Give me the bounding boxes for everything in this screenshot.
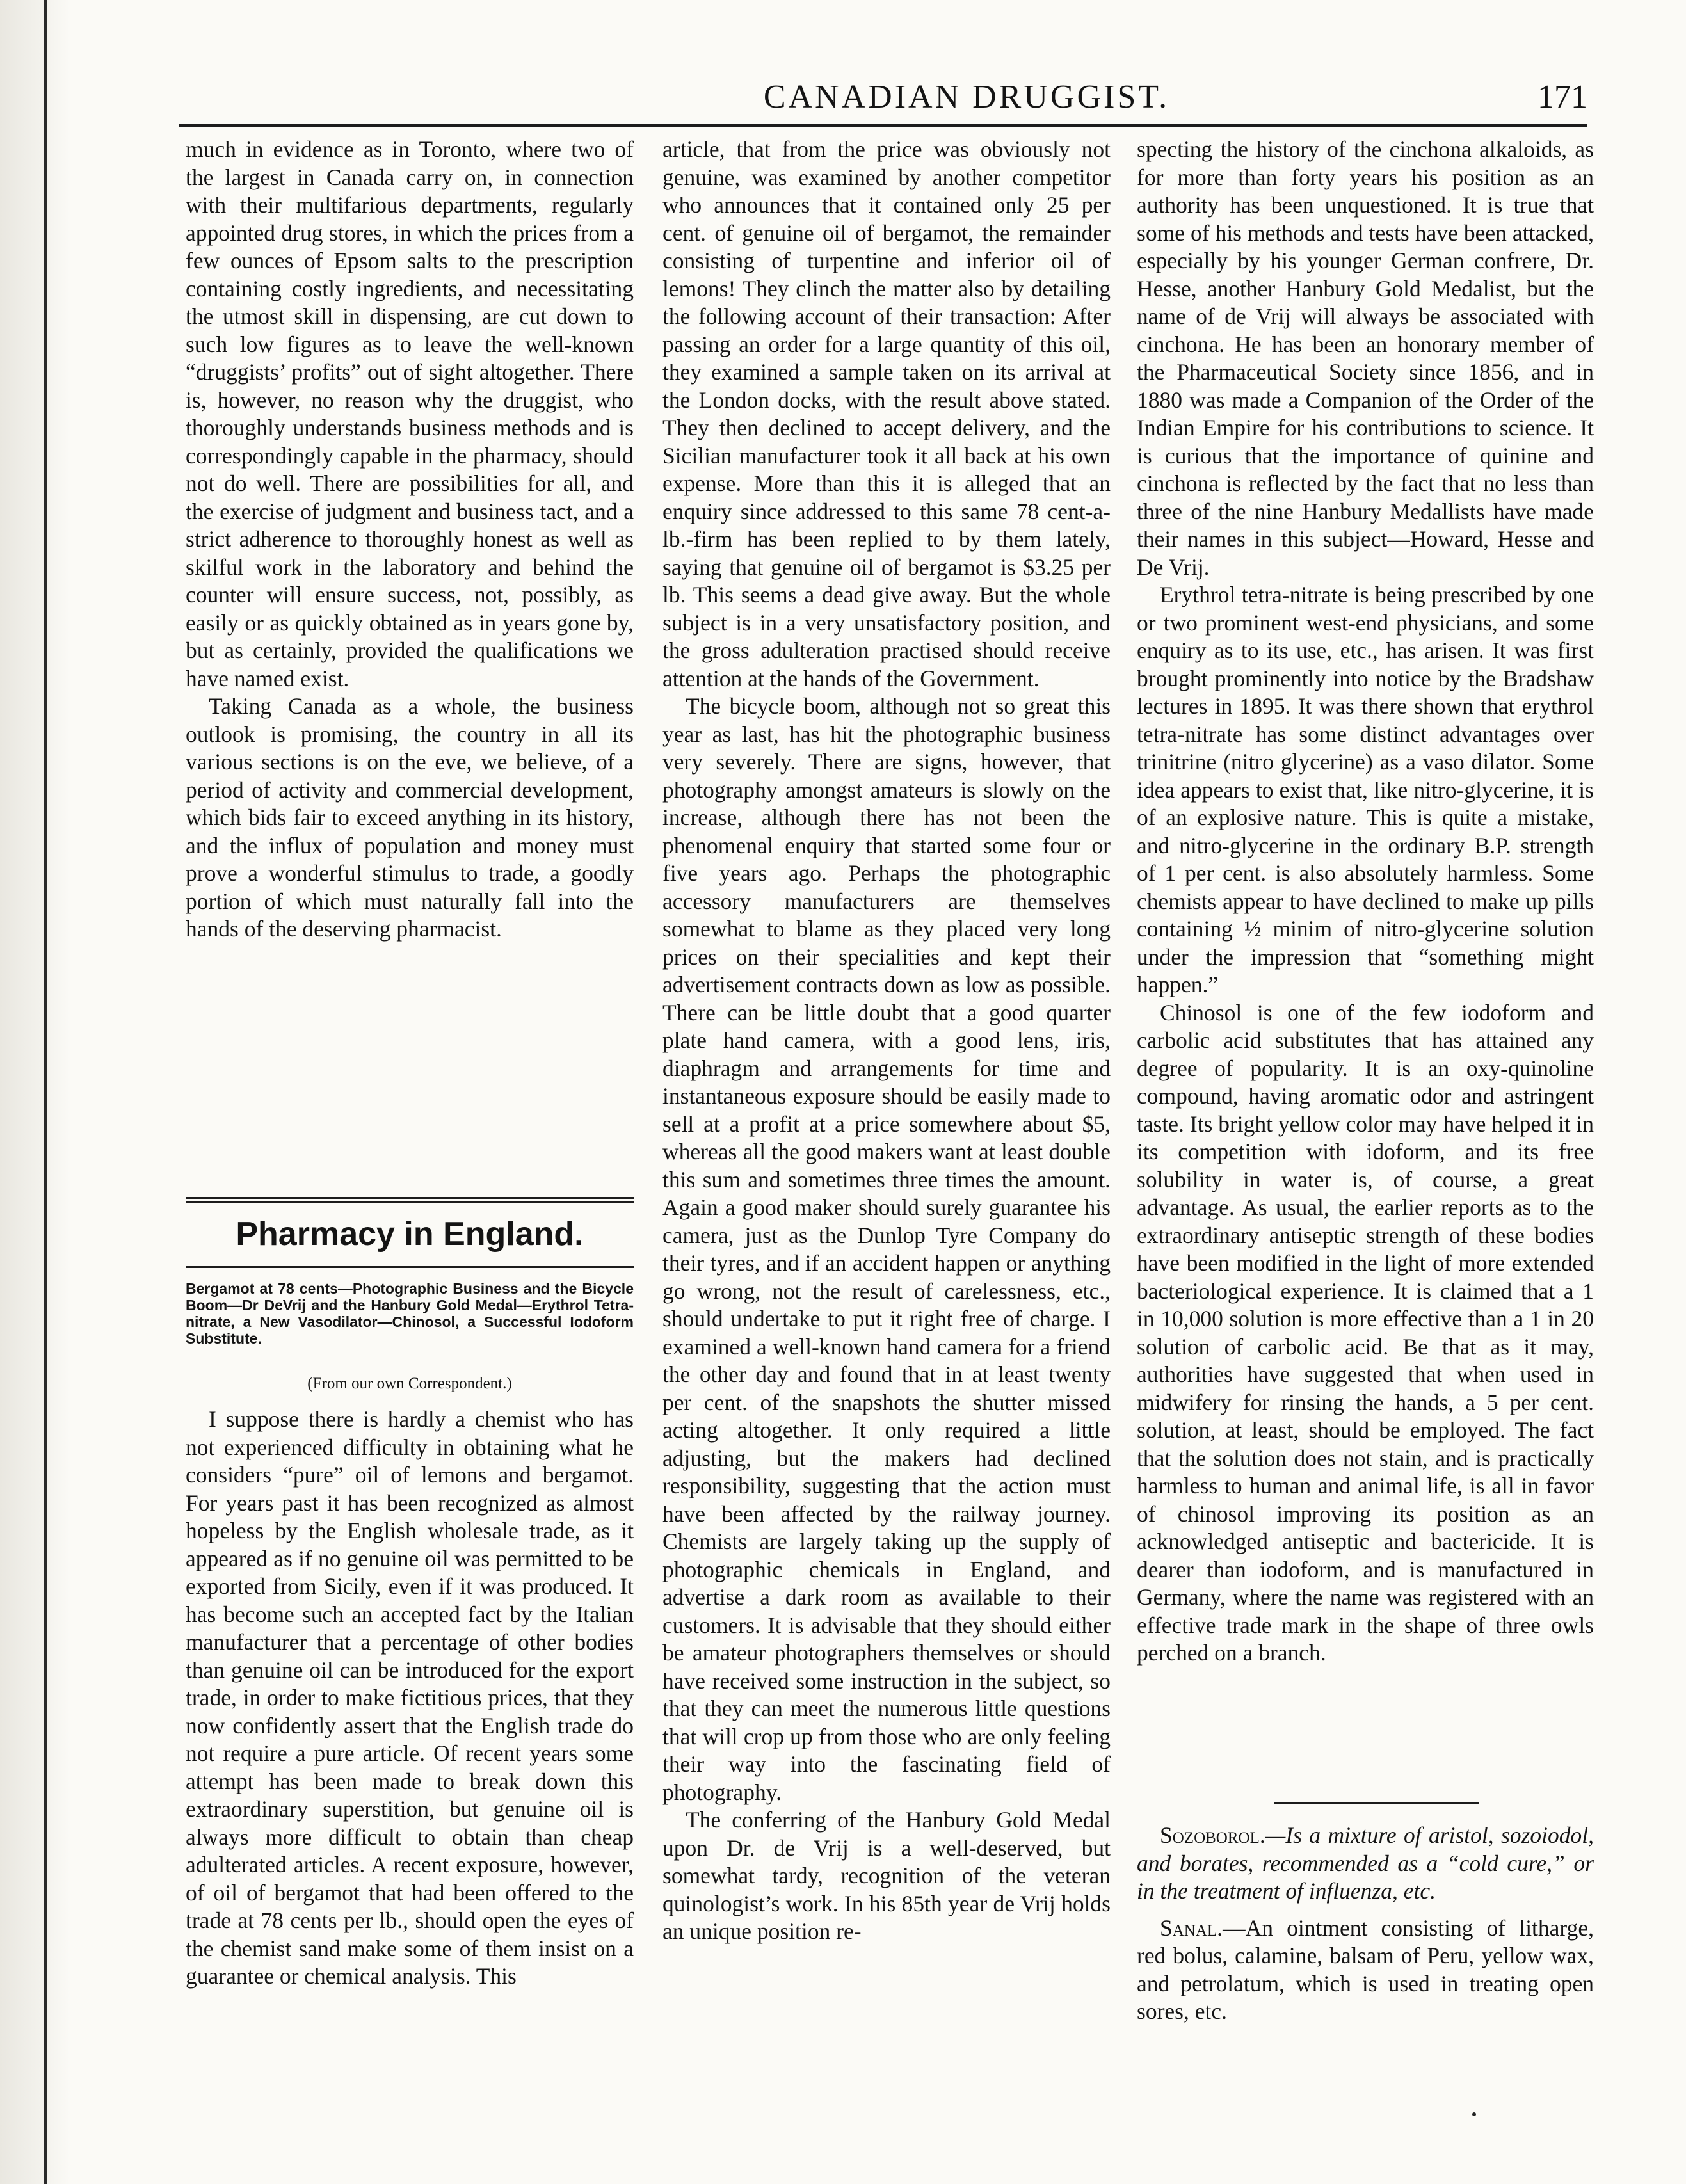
- binding-edge: [0, 0, 70, 2184]
- stray-mark: [1472, 2112, 1476, 2116]
- note-text: —An ointment consisting of litharge, red bolus, calamine, balsam of Peru, yellow wax, and petrolatum, which is used in treating open sores, etc.: [1137, 1915, 1594, 2024]
- note-text: —Is a mixture of aristol, sozoiodol, and borates, recommended as a “cold cure,” or in the treatment of influenza, etc.: [1137, 1822, 1594, 1904]
- note-term: Sanal.: [1160, 1915, 1223, 1941]
- section-rule-bottom: [186, 1266, 634, 1268]
- paragraph: specting the history of the cinchona alkaloids, as for more than forty years his position as an authority has been unquestioned. It is true that some of his methods and tests have been attacked, especially by his younger German confrere, Dr. Hesse, another Hanbury Gold Medalist, but the name of de Vrij will always be associated with cinchona. He has been an honorary member of the Pharmaceutical Society since 1856, and in 1880 was made a Companion of the Order of the Indian Empire for his contributions to science. It is curious that the importance of quinine and cinchona is reflected by the fact that no less than three of the nine Hanbury Medallists have made their names in this subject—Howard, Hesse and De Vrij.: [1137, 136, 1594, 580]
- section-rule-top-2: [186, 1201, 634, 1203]
- paragraph: Taking Canada as a whole, the business outlook is promising, the country in all its various sections is on the eve, we believe, of a period of activity and commercial development, which bids fair to exceed anything in its history, and the influx of population and money must prove a wonderful stimulus to trade, a goodly portion of which must naturally fall into the hands of the deserving pharmacist.: [186, 693, 634, 942]
- notes-rule: [1274, 1802, 1479, 1804]
- page-number: 171: [1537, 79, 1587, 115]
- paragraph: Chinosol is one of the few iodoform and carbolic acid substitutes that has attained any degree of popularity. It is an oxy-quinoline compound, having aromatic odor and astringent taste. Its bright yellow color may have helped it in its competition with idoform, and its free solubility in water is, of course, a great advantage. As usual, the earlier reports as to the extraordinary antiseptic strength of these bodies have been modified in the light of more extended bacteriological experience. It is claimed that a 1 in 10,000 solution is more effective than a 1 in 20 solution of carbolic acid. Be that as it may, authorities have suggested that when used in midwifery for rinsing the hands, a 5 per cent. solution, at least, should be employed. The fact that the solution does not stain, and is practically harmless to human and animal life, is all in favor of chinosol improving its position as an acknowledged antiseptic and bactericide. It is dearer than iodoform, and is manufactured in Germany, where the name was registered with an effective trade mark in the shape of three owls perched on a branch.: [1137, 999, 1594, 1666]
- paragraph: Erythrol tetra-nitrate is being prescribed by one or two prominent west-end physicians, and some enquiry as to its use, etc., has arisen. It was first brought prominently into notice by the Bradshaw lectures in 1895. It was there shown that erythrol tetra-nitrate has some distinct advantages over trinitrine (nitro glycerine) as a vaso dilator. Some idea appears to exist that, like nitro-glycerine, it is of an explosive nature. This is quite a mistake, and nitro-glycerine in the ordinary B.P. strength of 1 per cent. is also absolutely harmless. Some chemists appear to have declined to make up pills containing ½ minim of nitro-glycerine solution under the impression that “something might happen.”: [1137, 582, 1594, 997]
- note-term: Sozoborol.: [1160, 1822, 1265, 1848]
- paragraph: The bicycle boom, although not so great this year as last, has hit the photographic business very severely. There are signs, however, that photography amongst amateurs is slowly on the increase, although there has not been the phenomenal enquiry that started some four or five years ago. Perhaps the photographic accessory manufacturers are themselves somewhat to blame as they placed very long prices on their specialities and kept their advertisement contracts down as low as possible. There can be little doubt that a good quarter plate hand camera, with a good lens, iris, diaphragm and arrangements for time and instantaneous exposure should be easily made to sell at a profit at a price somewhere about $5, whereas all the good makers want at least double this sum and sometimes three times the amount. Again a good maker should surely guarantee his camera, just as the Dunlop Tyre Company do their tyres, and if an accident happen or anything go wrong, not the result of carelessness, etc., should undertake to put it right free of charge. I examined a well-known hand camera for a friend the other day and found that in at least twenty per cent. of the snapshots the shutter missed acting altogether. It only required a little adjusting, but the makers had declined responsibility, suggesting that the action must have been affected by the railway journey. Chemists are largely taking up the supply of photographic chemicals in England, and advertise a dark room as available to their customers. It is advisable that they should either be amateur photographers themselves or should have received some instruction in the subject, so that they can meet the numerous little questions that will crop up from those who are only feeling their way into the fascinating field of photography.: [662, 693, 1111, 1805]
- binding-rule: [44, 0, 47, 2184]
- notes-section: [1137, 1822, 1594, 2026]
- column-1-top: [186, 136, 634, 943]
- paragraph: article, that from the price was obviously not genuine, was examined by another competitor who announces that it contained only 25 per cent. of genuine oil of bergamot, the remainder consisting of turpentine and inferior oil of lemons! They clinch the matter also by detailing the following account of their transaction: After passing an order for a large quantity of this oil, they examined a sample taken on its arrival at the London docks, with the result above stated. They then declined to accept delivery, and the Sicilian manufacturer took it all back at his own expense. More than this it is alleged that an enquiry since addressed to this same 78 cent-a-lb.-firm has been replied to by them lately, saying that genuine oil of bergamot is $3.25 per lb. This seems a dead give away. But the whole subject is in a very unsatisfactory position, and the gross adulteration practised should receive attention at the hands of the Government.: [662, 136, 1111, 691]
- header-rule: [179, 124, 1587, 127]
- article-heading: Pharmacy in England.: [236, 1216, 584, 1253]
- note-sanal: [1137, 1915, 1594, 2026]
- paragraph: I suppose there is hardly a chemist who has not experienced difficulty in obtaining what he considers “pure” oil of lemons and bergamot. For years past it has been recognized as almost hopeless by the English wholesale trade, as it appeared as if no genuine oil was permitted to be exported from Sicily, even if it was produced. It has become such an accepted fact by the Italian manufacturer that a percentage of other bodies than genuine oil can be introduced for the export trade, in order to make fictitious prices, that they now confidently assert that the English trade do not require a pure article. Of recent years some attempt has been made to break down this extraordinary superstition, but genuine oil is always more difficult to obtain than cheap adulterated articles. A recent exposure, however, of oil of bergamot that had been offered to the trade at 78 cents per lb., should open the eyes of the chemist sand make some of them insist on a guarantee or chemical analysis. This: [186, 1406, 634, 1989]
- note-sozoborol: [1137, 1822, 1594, 1906]
- paragraph: The conferring of the Hanbury Gold Medal upon Dr. de Vrij is a well-deserved, but somewhat tardy, recognition of the veteran quinologist’s work. In his 85th year de Vrij holds an unique position re-: [662, 1807, 1111, 1944]
- column-1-bottom: [186, 1406, 634, 1991]
- running-header: [179, 72, 1587, 123]
- column-3: [1137, 136, 1594, 1667]
- article-subtitle: Bergamot at 78 cents—Photographic Business and the Bicycle Boom—Dr DeVrij and the Hanbury Gold Medal—Erythrol Tetra-nitrate, a New Vasodilator—Chinosol, a Successful Iodoform Substitute.: [186, 1280, 634, 1347]
- correspondent-line: (From our own Correspondent.): [307, 1375, 512, 1392]
- journal-title: CANADIAN DRUGGIST.: [763, 79, 1170, 115]
- paragraph: much in evidence as in Toronto, where two of the largest in Canada carry on, in connection with their multifarious departments, regularly appointed drug stores, in which the prices from a few ounces of Epsom salts to the prescription containing costly ingredients, and necessitating the utmost skill in dispensing, are cut down to such low figures as to leave the well-known “druggists’ profits” out of sight altogether. There is, however, no reason why the druggist, who thoroughly understands business methods and is correspondingly capable in the pharmacy, should not do well. There are possibilities for all, and the exercise of judgment and business tact, and a strict adherence to thoroughly honest as well as skilful work in the laboratory and behind the counter will ensure success, not, possibly, as easily or as quickly obtained as in years gone by, but as certainly, provided the qualifications we have named exist.: [186, 136, 634, 691]
- section-rule-top: [186, 1197, 634, 1199]
- column-2: [662, 136, 1111, 1946]
